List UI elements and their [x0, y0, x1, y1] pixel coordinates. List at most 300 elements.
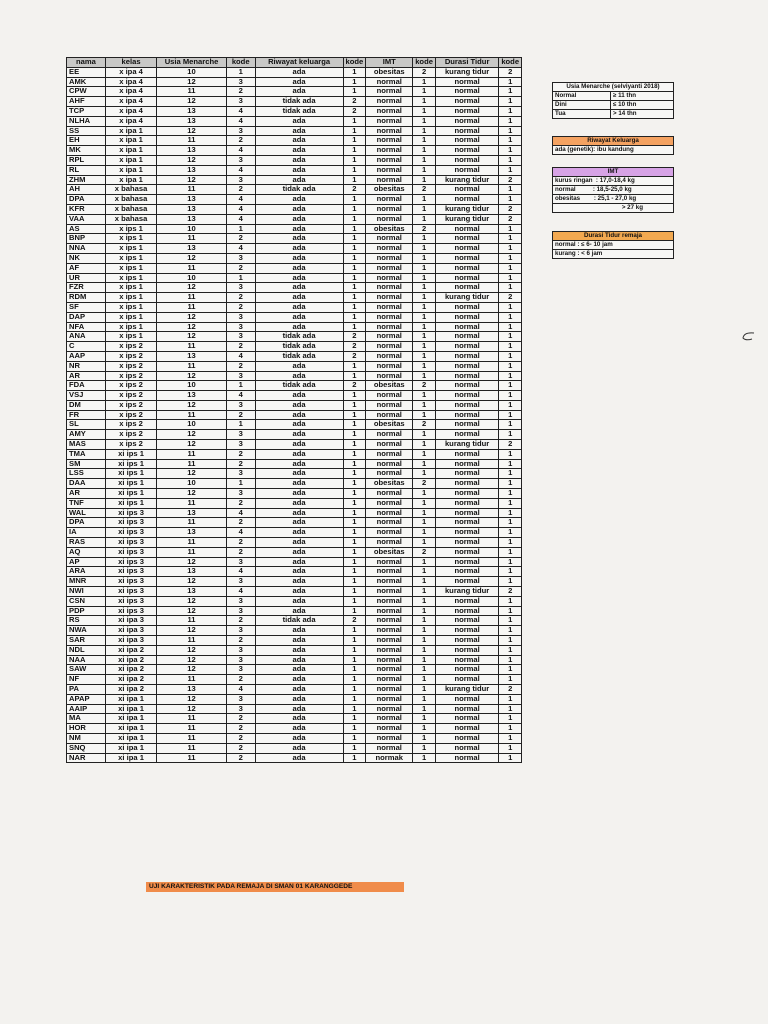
table-cell: 3 [226, 77, 255, 87]
legend-imt-row: obesitas : 25,1 - 27,0 kg [553, 195, 674, 204]
table-cell: 10 [157, 479, 227, 489]
table-cell: NWI [67, 587, 106, 597]
table-row [67, 724, 522, 734]
table-cell: ada [255, 136, 343, 146]
table-cell: 2 [413, 420, 436, 430]
table-cell: ada [255, 420, 343, 430]
table-row [67, 244, 522, 254]
table-cell: ada [255, 733, 343, 743]
table-cell: 1 [343, 655, 366, 665]
table-row [67, 371, 522, 381]
table-cell: xi ips 3 [105, 557, 156, 567]
table-cell: xi ips 1 [105, 459, 156, 469]
table-cell: 3 [226, 557, 255, 567]
table-cell: ada [255, 126, 343, 136]
table-cell: x ipa 4 [105, 97, 156, 107]
table-cell: normal [366, 587, 413, 597]
table-cell: 3 [226, 430, 255, 440]
table-cell: RPL [67, 155, 106, 165]
table-cell: normal [366, 459, 413, 469]
table-cell: x ips 2 [105, 351, 156, 361]
table-cell: 1 [343, 165, 366, 175]
table-cell: FDA [67, 381, 106, 391]
legend-menarche-title: Usia Menarche (selviyanti 2018) [553, 83, 674, 92]
table-cell: 4 [226, 244, 255, 254]
table-cell: 3 [226, 645, 255, 655]
table-cell: 13 [157, 165, 227, 175]
table-cell: NF [67, 675, 106, 685]
table-cell: 2 [226, 263, 255, 273]
table-cell: NAR [67, 753, 106, 763]
table-cell: normal [366, 391, 413, 401]
table-cell: 11 [157, 342, 227, 352]
table-cell: 1 [343, 675, 366, 685]
table-cell: 1 [499, 224, 522, 234]
table-cell: SAW [67, 665, 106, 675]
table-cell: 1 [226, 479, 255, 489]
table-row [67, 704, 522, 714]
table-cell: 2 [413, 185, 436, 195]
table-cell: x ipa 1 [105, 155, 156, 165]
table-cell: x ipa 1 [105, 165, 156, 175]
table-cell: 2 [413, 381, 436, 391]
table-row [67, 175, 522, 185]
table-cell: ada [255, 224, 343, 234]
table-cell: NWA [67, 626, 106, 636]
table-cell: 1 [499, 430, 522, 440]
table-cell: SNQ [67, 743, 106, 753]
table-cell: normal [435, 753, 499, 763]
table-cell: normal [435, 469, 499, 479]
table-cell: normal [435, 430, 499, 440]
table-cell: 4 [226, 391, 255, 401]
table-cell: obesitas [366, 67, 413, 77]
table-cell: 2 [226, 87, 255, 97]
table-cell: 1 [413, 675, 436, 685]
table-cell: ada [255, 410, 343, 420]
table-cell: 1 [499, 459, 522, 469]
table-cell: normal [366, 146, 413, 156]
table-cell: x bahasa [105, 195, 156, 205]
table-cell: 2 [226, 538, 255, 548]
table-cell: 2 [226, 636, 255, 646]
table-cell: normal [366, 724, 413, 734]
table-cell: 1 [343, 410, 366, 420]
table-cell: 1 [499, 704, 522, 714]
table-cell: SM [67, 459, 106, 469]
table-cell: 1 [343, 714, 366, 724]
table-cell: 1 [413, 312, 436, 322]
table-row [67, 381, 522, 391]
table-cell: normak [366, 753, 413, 763]
table-cell: normal [366, 195, 413, 205]
table-cell: 1 [343, 733, 366, 743]
table-row [67, 655, 522, 665]
legend-keluarga-line: ada (genetik): ibu kandung [553, 146, 674, 155]
table-cell: FR [67, 410, 106, 420]
table-cell: x ips 1 [105, 332, 156, 342]
table-cell: normal [366, 440, 413, 450]
table-cell: normal [366, 538, 413, 548]
table-row [67, 616, 522, 626]
table-cell: normal [435, 616, 499, 626]
table-cell: obesitas [366, 381, 413, 391]
table-cell: 1 [343, 400, 366, 410]
table-cell: normal [435, 361, 499, 371]
legend-menarche-label: Tua [553, 110, 611, 119]
table-cell: AR [67, 489, 106, 499]
table-cell: 1 [499, 195, 522, 205]
table-cell: normal [366, 410, 413, 420]
table-cell: 1 [343, 244, 366, 254]
table-cell: 12 [157, 312, 227, 322]
table-cell: 1 [343, 440, 366, 450]
table-cell: 13 [157, 214, 227, 224]
table-cell: 1 [499, 361, 522, 371]
table-cell: EH [67, 136, 106, 146]
table-cell: normal [366, 283, 413, 293]
table-cell: NNA [67, 244, 106, 254]
table-cell: 2 [499, 440, 522, 450]
table-cell: 1 [413, 351, 436, 361]
table-cell: normal [435, 596, 499, 606]
table-row [67, 146, 522, 156]
table-cell: xi ips 3 [105, 577, 156, 587]
table-cell: normal [435, 508, 499, 518]
table-cell: x ips 1 [105, 312, 156, 322]
table-cell: ada [255, 518, 343, 528]
table-cell: 1 [499, 302, 522, 312]
table-row [67, 136, 522, 146]
table-cell: AR [67, 371, 106, 381]
table-cell: 1 [499, 694, 522, 704]
table-cell: ada [255, 312, 343, 322]
table-cell: 12 [157, 400, 227, 410]
table-cell: obesitas [366, 420, 413, 430]
table-cell: 10 [157, 67, 227, 77]
table-cell: ada [255, 547, 343, 557]
table-cell: kurang tidur [435, 214, 499, 224]
table-cell: 1 [499, 665, 522, 675]
table-cell: tidak ada [255, 106, 343, 116]
table-cell: NLHA [67, 116, 106, 126]
table-row [67, 528, 522, 538]
table-cell: x ips 1 [105, 322, 156, 332]
table-cell: 12 [157, 322, 227, 332]
table-cell: ada [255, 743, 343, 753]
table-cell: ada [255, 508, 343, 518]
table-cell: tidak ada [255, 342, 343, 352]
table-cell: MK [67, 146, 106, 156]
table-cell: 1 [499, 528, 522, 538]
table-cell: 1 [413, 195, 436, 205]
table-row [67, 596, 522, 606]
table-cell: 1 [413, 391, 436, 401]
table-cell: normal [435, 557, 499, 567]
table-cell: 1 [413, 567, 436, 577]
table-cell: 1 [413, 371, 436, 381]
table-cell: 1 [343, 508, 366, 518]
table-cell: 12 [157, 596, 227, 606]
table-cell: 1 [343, 626, 366, 636]
table-cell: 3 [226, 400, 255, 410]
table-cell: 1 [499, 469, 522, 479]
table-cell: 1 [499, 655, 522, 665]
table-cell: x ipa 1 [105, 175, 156, 185]
table-cell: TNF [67, 498, 106, 508]
table-cell: tidak ada [255, 332, 343, 342]
table-cell: 1 [413, 557, 436, 567]
table-cell: kurang tidur [435, 293, 499, 303]
table-cell: obesitas [366, 224, 413, 234]
table-cell: ada [255, 606, 343, 616]
table-cell: xi ips 3 [105, 587, 156, 597]
table-cell: 13 [157, 685, 227, 695]
table-cell: 2 [226, 449, 255, 459]
table-cell: ada [255, 753, 343, 763]
table-cell: obesitas [366, 185, 413, 195]
table-cell: 10 [157, 381, 227, 391]
legend-menarche-value: ≥ 11 thn [611, 92, 674, 101]
table-cell: CPW [67, 87, 106, 97]
table-cell: xi ipa 3 [105, 616, 156, 626]
table-cell: 4 [226, 165, 255, 175]
table-cell: normal [435, 263, 499, 273]
table-cell: 1 [343, 577, 366, 587]
legend-imt-row: normal : 18,5-25,0 kg [553, 186, 674, 195]
table-cell: 1 [343, 204, 366, 214]
table-cell: 4 [226, 195, 255, 205]
table-cell: 1 [413, 106, 436, 116]
column-header: nama [67, 58, 106, 68]
table-cell: 1 [343, 195, 366, 205]
table-cell: 1 [413, 116, 436, 126]
table-cell: normal [366, 430, 413, 440]
table-row [67, 106, 522, 116]
table-cell: 1 [413, 410, 436, 420]
table-cell: 2 [343, 351, 366, 361]
table-cell: 3 [226, 312, 255, 322]
table-cell: normal [435, 116, 499, 126]
table-cell: 1 [413, 694, 436, 704]
table-cell: KFR [67, 204, 106, 214]
table-cell: 1 [343, 567, 366, 577]
table-row [67, 606, 522, 616]
table-cell: 1 [343, 293, 366, 303]
table-cell: x ips 1 [105, 244, 156, 254]
table-cell: x ips 1 [105, 253, 156, 263]
table-row [67, 567, 522, 577]
table-cell: 1 [343, 636, 366, 646]
table-cell: 11 [157, 538, 227, 548]
table-cell: 3 [226, 332, 255, 342]
table-cell: 11 [157, 743, 227, 753]
table-cell: 1 [343, 361, 366, 371]
table-row [67, 77, 522, 87]
table-cell: 1 [343, 322, 366, 332]
table-cell: TCP [67, 106, 106, 116]
table-cell: EE [67, 67, 106, 77]
table-cell: ada [255, 489, 343, 499]
table-row [67, 636, 522, 646]
table-cell: 2 [226, 410, 255, 420]
table-cell: 1 [343, 538, 366, 548]
table-cell: 3 [226, 489, 255, 499]
table-cell: normal [435, 391, 499, 401]
table-cell: ada [255, 626, 343, 636]
table-cell: normal [366, 645, 413, 655]
table-cell: ada [255, 636, 343, 646]
table-cell: normal [366, 489, 413, 499]
table-cell: normal [366, 204, 413, 214]
table-row [67, 391, 522, 401]
table-cell: 3 [226, 606, 255, 616]
table-row [67, 283, 522, 293]
table-cell: MAS [67, 440, 106, 450]
table-cell: 1 [343, 694, 366, 704]
table-cell: normal [435, 165, 499, 175]
table-cell: 1 [413, 234, 436, 244]
table-cell: 12 [157, 77, 227, 87]
table-cell: RS [67, 616, 106, 626]
caption-label: UJI KARAKTERISTIK PADA REMAJA DI SMAN 01 KARANGGEDE [146, 882, 404, 892]
table-cell: 11 [157, 675, 227, 685]
table-cell: 1 [343, 391, 366, 401]
table-cell: xi ipa 1 [105, 704, 156, 714]
table-cell: SF [67, 302, 106, 312]
table-cell: x ipa 1 [105, 126, 156, 136]
table-cell: 13 [157, 508, 227, 518]
table-cell: ada [255, 263, 343, 273]
table-cell: 1 [413, 146, 436, 156]
table-cell: normal [435, 479, 499, 489]
table-row [67, 469, 522, 479]
table-cell: kurang tidur [435, 204, 499, 214]
table-cell: 1 [499, 87, 522, 97]
table-cell: normal [435, 665, 499, 675]
legend-durasi-tidur [552, 231, 674, 259]
table-cell: 1 [343, 685, 366, 695]
table-cell: 12 [157, 665, 227, 675]
table-cell: 3 [226, 440, 255, 450]
table-row [67, 665, 522, 675]
table-cell: ZHM [67, 175, 106, 185]
table-row [67, 126, 522, 136]
table-row [67, 449, 522, 459]
table-cell: normal [366, 293, 413, 303]
table-cell: 11 [157, 263, 227, 273]
table-cell: xi ips 1 [105, 479, 156, 489]
table-cell: x ips 2 [105, 430, 156, 440]
table-cell: normal [366, 498, 413, 508]
table-cell: normal [435, 733, 499, 743]
table-cell: ada [255, 528, 343, 538]
table-row [67, 263, 522, 273]
table-cell: 4 [226, 508, 255, 518]
table-cell: 10 [157, 224, 227, 234]
table-cell: 2 [226, 616, 255, 626]
table-cell: 1 [413, 665, 436, 675]
table-cell: normal [366, 508, 413, 518]
table-cell: normal [435, 420, 499, 430]
table-cell: xi ips 3 [105, 508, 156, 518]
table-cell: 1 [343, 312, 366, 322]
table-cell: 12 [157, 645, 227, 655]
table-cell: ada [255, 596, 343, 606]
table-cell: DPA [67, 518, 106, 528]
legend-riwayat-keluarga [552, 136, 674, 155]
table-cell: 1 [413, 685, 436, 695]
table-cell: RDM [67, 293, 106, 303]
table-cell: 2 [226, 743, 255, 753]
table-cell: normal [435, 283, 499, 293]
table-cell: DM [67, 400, 106, 410]
table-cell: 3 [226, 626, 255, 636]
table-cell: AMK [67, 77, 106, 87]
table-cell: 1 [499, 332, 522, 342]
table-cell: normal [435, 146, 499, 156]
table-cell: ada [255, 273, 343, 283]
table-cell: 2 [226, 733, 255, 743]
table-cell: 1 [343, 449, 366, 459]
table-cell: normal [435, 77, 499, 87]
table-cell: 1 [499, 322, 522, 332]
table-cell: 1 [413, 743, 436, 753]
table-cell: 2 [413, 67, 436, 77]
table-row [67, 293, 522, 303]
table-cell: normal [435, 342, 499, 352]
table-cell: 13 [157, 204, 227, 214]
table-cell: 1 [499, 106, 522, 116]
table-cell: 1 [499, 606, 522, 616]
table-cell: normal [435, 410, 499, 420]
table-cell: 4 [226, 204, 255, 214]
table-cell: 2 [343, 616, 366, 626]
table-cell: AQ [67, 547, 106, 557]
table-cell: 2 [499, 67, 522, 77]
table-row [67, 538, 522, 548]
legend-keluarga-title: Riwayat Keluarga [553, 137, 674, 146]
table-cell: normal [435, 498, 499, 508]
table-cell: 2 [226, 459, 255, 469]
table-cell: BNP [67, 234, 106, 244]
table-cell: x bahasa [105, 214, 156, 224]
table-cell: 1 [413, 136, 436, 146]
table-cell: ada [255, 214, 343, 224]
table-cell: normal [366, 234, 413, 244]
table-cell: 3 [226, 97, 255, 107]
table-cell: 12 [157, 430, 227, 440]
table-cell: 1 [499, 675, 522, 685]
table-cell: obesitas [366, 479, 413, 489]
table-cell: NFA [67, 322, 106, 332]
table-cell: 1 [413, 518, 436, 528]
table-cell: 2 [343, 342, 366, 352]
table-cell: 3 [226, 694, 255, 704]
table-row [67, 685, 522, 695]
table-cell: 1 [226, 381, 255, 391]
table-cell: 2 [226, 136, 255, 146]
table-cell: normal [366, 312, 413, 322]
table-cell: ada [255, 714, 343, 724]
table-cell: 1 [413, 126, 436, 136]
table-cell: x ips 1 [105, 283, 156, 293]
table-cell: 11 [157, 636, 227, 646]
table-cell: xi ips 3 [105, 538, 156, 548]
table-row [67, 479, 522, 489]
table-cell: 1 [343, 253, 366, 263]
table-cell: RAS [67, 538, 106, 548]
